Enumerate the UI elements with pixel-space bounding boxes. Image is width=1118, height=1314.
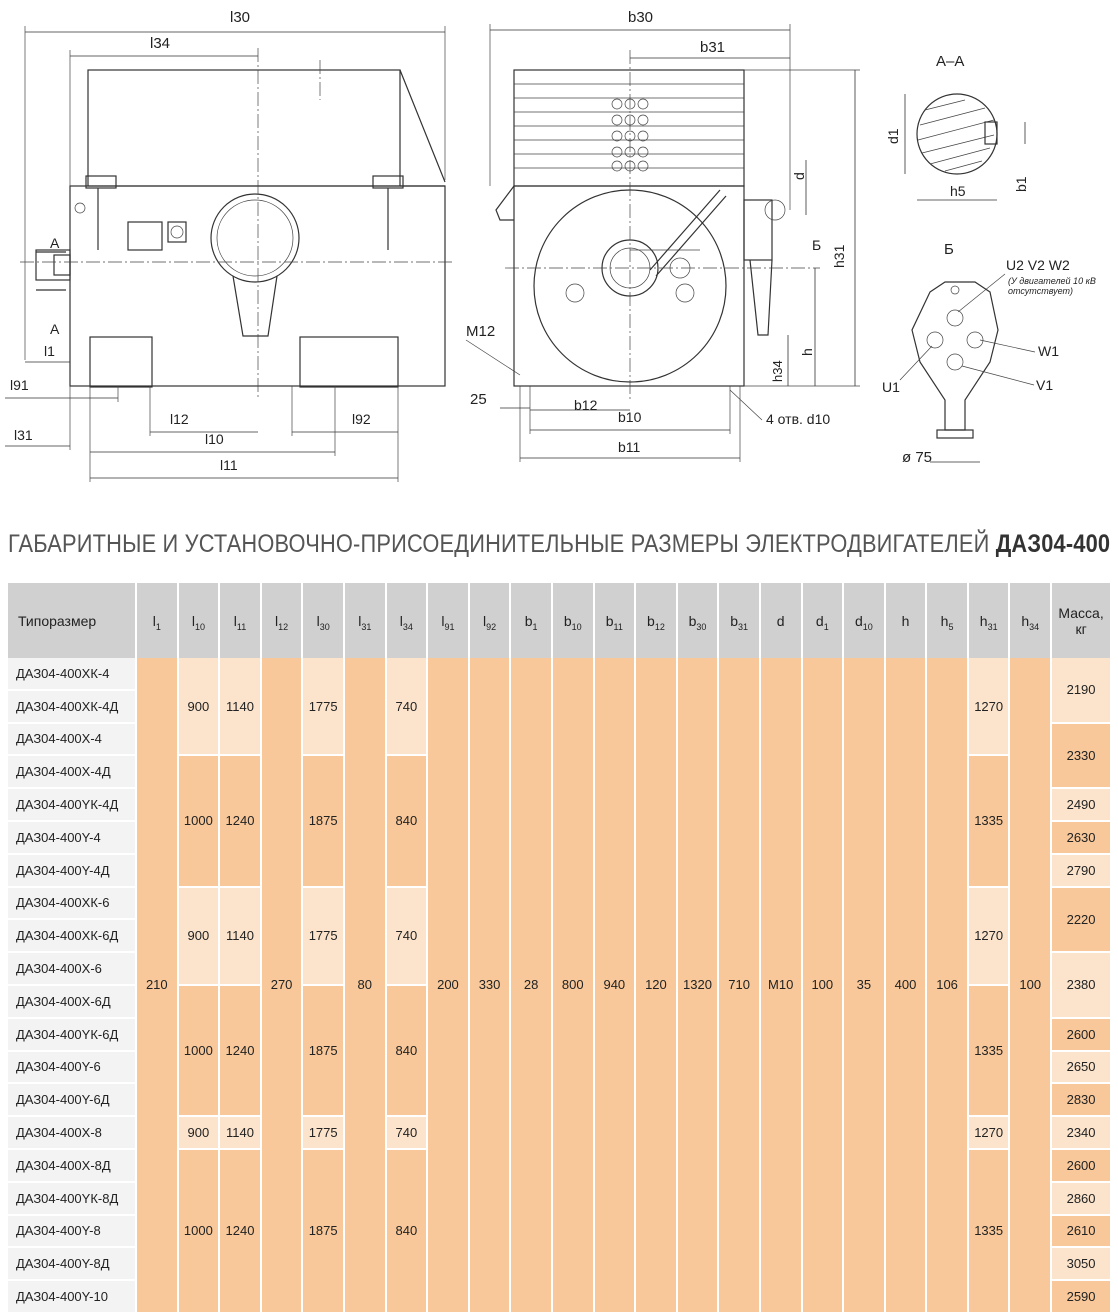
model-cell: ДАЗ04-400Y-6 — [8, 1051, 136, 1084]
header-b11: $b_{11}$ — [594, 583, 636, 658]
cell-h34: 100 — [1009, 658, 1051, 1313]
model-cell: ДАЗ04-400Y-6Д — [8, 1083, 136, 1116]
model-cell: ДАЗ04-400ХК-4 — [8, 658, 136, 690]
cell-mass: 2330 — [1051, 723, 1110, 789]
cell-l30: 1875 — [302, 755, 344, 886]
cell-l30: 1775 — [302, 887, 344, 985]
header-h5: $h_5$ — [926, 583, 968, 658]
page-title — [8, 530, 1110, 559]
model-cell: ДАЗ04-400Y-10 — [8, 1280, 136, 1313]
cell-h31: 1270 — [968, 887, 1010, 985]
cell-mass: 3050 — [1051, 1247, 1110, 1280]
header-h34: $h_{34}$ — [1009, 583, 1051, 658]
cell-b11: 940 — [594, 658, 636, 1313]
header-l31: $l_{31}$ — [344, 583, 386, 658]
cell-l30: 1875 — [302, 1149, 344, 1313]
section-B — [882, 241, 1096, 466]
side-view — [5, 9, 455, 482]
cell-mass: 2220 — [1051, 887, 1110, 953]
header-l12: $l_{12}$ — [261, 583, 303, 658]
dim-b12: b12 — [574, 397, 598, 413]
label-U2-V2-W2: U2 V2 W2 — [1006, 257, 1070, 273]
dim-l30: l30 — [230, 9, 251, 26]
dim-l92: l92 — [352, 411, 371, 427]
dim-h: h — [799, 348, 815, 356]
model-cell: ДАЗ04-400Y-8 — [8, 1215, 136, 1248]
header-b30: $b_{30}$ — [677, 583, 719, 658]
cell-l34: 740 — [386, 887, 428, 985]
cell-l11: 1240 — [219, 755, 261, 886]
cell-l10: 900 — [178, 887, 220, 985]
model-cell: ДАЗ04-400Х-6 — [8, 952, 136, 985]
cell-l30: 1775 — [302, 1116, 344, 1149]
cell-mass: 2490 — [1051, 788, 1110, 821]
dimensions-table — [8, 583, 1110, 1314]
cell-mass: 2340 — [1051, 1116, 1110, 1149]
cell-mass: 2600 — [1051, 1149, 1110, 1182]
cell-h5: 106 — [926, 658, 968, 1313]
header-d1: $d_1$ — [802, 583, 844, 658]
dim-b31: b31 — [700, 39, 726, 56]
cell-l11: 1240 — [219, 985, 261, 1116]
model-cell: ДАЗ04-400Х-6Д — [8, 985, 136, 1018]
cell-d: M10 — [760, 658, 802, 1313]
cell-h31: 1335 — [968, 1149, 1010, 1313]
table-header-row — [8, 583, 1110, 658]
header-l11: $l_{11}$ — [219, 583, 261, 658]
cell-l10: 1000 — [178, 755, 220, 886]
cell-l11: 1140 — [219, 1116, 261, 1149]
cell-l10: 900 — [178, 658, 220, 755]
header-b10: $b_{10}$ — [552, 583, 594, 658]
cell-l11: 1140 — [219, 658, 261, 755]
cell-l92: 330 — [469, 658, 511, 1313]
model-cell: ДАЗ04-400Х-8 — [8, 1116, 136, 1149]
cell-l34: 840 — [386, 985, 428, 1116]
cell-d1: 100 — [802, 658, 844, 1313]
cell-b31: 710 — [718, 658, 760, 1313]
cell-l34: 840 — [386, 755, 428, 886]
cell-h31: 1335 — [968, 755, 1010, 886]
model-cell: ДАЗ04-400YК-4Д — [8, 788, 136, 821]
note-10kv-line2: отсутствует) — [1008, 286, 1073, 296]
cell-mass: 2860 — [1051, 1182, 1110, 1215]
header-l1: $l_1$ — [136, 583, 178, 658]
dim-b11: b11 — [618, 439, 641, 455]
dim-b30: b30 — [628, 9, 654, 26]
section-A-A-title: А–А — [936, 53, 965, 70]
header-l91: $l_{91}$ — [427, 583, 469, 658]
dim-l34: l34 — [150, 35, 171, 52]
header-h31: $h_{31}$ — [968, 583, 1010, 658]
page-title-text: ГАБАРИТНЫЕ И УСТАНОВОЧНО-ПРИСОЕДИНИТЕЛЬНЫЕ РАЗМЕРЫ ЭЛЕКТРОДВИГАТЕЛЕЙ — [8, 530, 996, 558]
cell-h: 400 — [885, 658, 927, 1313]
dim-l31: l31 — [14, 427, 33, 443]
model-cell: ДАЗ04-400Y-4 — [8, 821, 136, 854]
header-l34: $l_{34}$ — [386, 583, 428, 658]
label-M12: M12 — [466, 323, 496, 340]
technical-drawing — [0, 0, 1118, 505]
dim-d: d — [791, 172, 807, 180]
model-cell: ДАЗ04-400Х-4 — [8, 723, 136, 756]
cell-d10: 35 — [843, 658, 885, 1313]
cell-l11: 1240 — [219, 1149, 261, 1313]
cell-l10: 1000 — [178, 1149, 220, 1313]
dim-b1: b1 — [1013, 176, 1029, 192]
dim-diam-75: ø 75 — [902, 449, 933, 466]
model-cell: ДАЗ04-400Х-8Д — [8, 1149, 136, 1182]
cell-l34: 740 — [386, 658, 428, 755]
table-body — [8, 658, 1110, 1313]
cell-l1: 210 — [136, 658, 178, 1313]
model-cell: ДАЗ04-400Y-4Д — [8, 854, 136, 887]
header-b12: $b_{12}$ — [635, 583, 677, 658]
cell-mass: 2600 — [1051, 1018, 1110, 1051]
dim-b10: b10 — [618, 409, 642, 425]
cell-mass: 2830 — [1051, 1083, 1110, 1116]
cell-l34: 740 — [386, 1116, 428, 1149]
cell-mass: 2790 — [1051, 854, 1110, 887]
label-V1: V1 — [1036, 377, 1054, 393]
dim-25: 25 — [470, 391, 487, 408]
header-d10: $d_{10}$ — [843, 583, 885, 658]
cell-l34: 840 — [386, 1149, 428, 1313]
cell-b30: 1320 — [677, 658, 719, 1313]
dim-l91: l91 — [10, 377, 29, 393]
table-row — [8, 658, 1110, 690]
section-mark-A-bottom: A — [50, 321, 60, 337]
cell-b10: 800 — [552, 658, 594, 1313]
dim-h34: h34 — [770, 360, 785, 382]
section-mark-B: Б — [812, 237, 822, 253]
cell-mass: 2650 — [1051, 1051, 1110, 1084]
cell-mass: 2190 — [1051, 658, 1110, 723]
label-U1: U1 — [882, 379, 900, 395]
cell-l10: 900 — [178, 1116, 220, 1149]
model-cell: ДАЗ04-400Y-8Д — [8, 1247, 136, 1280]
dim-l10: l10 — [205, 431, 224, 447]
section-mark-A-top: A — [50, 235, 60, 251]
cell-b1: 28 — [510, 658, 552, 1313]
cell-mass: 2380 — [1051, 952, 1110, 1018]
cell-mass: 2610 — [1051, 1215, 1110, 1248]
model-cell: ДАЗ04-400Х-4Д — [8, 755, 136, 788]
cell-l12: 270 — [261, 658, 303, 1313]
cell-l11: 1140 — [219, 887, 261, 985]
model-cell: ДАЗ04-400ХК-4Д — [8, 690, 136, 723]
cell-mass: 2590 — [1051, 1280, 1110, 1313]
cell-l31: 80 — [344, 658, 386, 1313]
front-view — [466, 9, 860, 462]
header-model: Типоразмер — [8, 583, 136, 658]
header-l10: $l_{10}$ — [178, 583, 220, 658]
header-l30: $l_{30}$ — [302, 583, 344, 658]
dim-h31: h31 — [831, 244, 847, 268]
dim-d1: d1 — [885, 128, 901, 144]
cell-mass: 2630 — [1051, 821, 1110, 854]
page-title-bold: ДАЗ04-400 — [995, 530, 1111, 558]
dim-l12: l12 — [170, 411, 189, 427]
dim-l1: l1 — [44, 343, 55, 359]
header-b31: $b_{31}$ — [718, 583, 760, 658]
header-d: d — [760, 583, 802, 658]
cell-l91: 200 — [427, 658, 469, 1313]
dim-h5: h5 — [950, 183, 966, 199]
cell-l10: 1000 — [178, 985, 220, 1116]
cell-h31: 1270 — [968, 658, 1010, 755]
cell-l30: 1875 — [302, 985, 344, 1116]
label-holes: 4 отв. d10 — [766, 411, 831, 427]
section-A-A — [885, 53, 1029, 200]
cell-h31: 1270 — [968, 1116, 1010, 1149]
section-B-title: Б — [944, 241, 954, 258]
model-cell: ДАЗ04-400YК-8Д — [8, 1182, 136, 1215]
header-h: h — [885, 583, 927, 658]
note-10kv-line1: (У двигателей 10 кВ — [1008, 276, 1096, 286]
label-W1: W1 — [1038, 343, 1059, 359]
model-cell: ДАЗ04-400YК-6Д — [8, 1018, 136, 1051]
cell-h31: 1335 — [968, 985, 1010, 1116]
header-b1: $b_1$ — [510, 583, 552, 658]
model-cell: ДАЗ04-400ХК-6Д — [8, 919, 136, 952]
model-cell: ДАЗ04-400ХК-6 — [8, 887, 136, 920]
cell-b12: 120 — [635, 658, 677, 1313]
cell-l30: 1775 — [302, 658, 344, 755]
dim-l11: l11 — [220, 457, 238, 473]
header-l92: $l_{92}$ — [469, 583, 511, 658]
header-: Масса, кг — [1051, 583, 1110, 658]
